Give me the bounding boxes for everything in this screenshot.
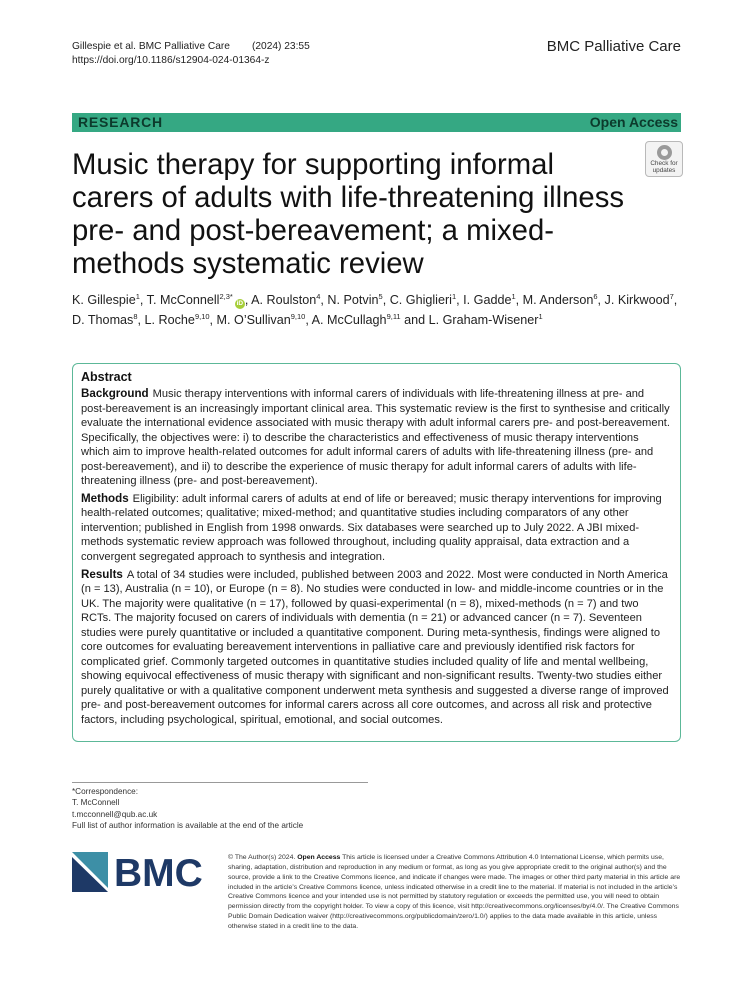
abstract-results — [81, 568, 670, 728]
methods-text: Eligibility: adult informal carers of adults at end of life or bereaved; music therapy interventions for improving health-related outcomes; qualitative; mixed-method; and quantitative studies including comparators of any other intervention; published in English from 1998 onwards. Six databases were searched up to July 2022. A JBI mixed-methods systematic review approach was followed throughout, including quality appraisal, data extraction and a convergent segregated approach to synthesis and integration. — [81, 492, 662, 564]
results-label: Results — [81, 567, 123, 581]
section-banner — [72, 113, 681, 132]
check-for-updates-button[interactable] — [645, 141, 683, 177]
correspondence-block — [72, 786, 303, 831]
abstract-background — [81, 387, 670, 489]
author-name: A. Roulston — [251, 293, 317, 307]
bmc-logo-text: BMC — [114, 852, 203, 892]
author-affiliation: 2,3* — [219, 292, 233, 301]
article-title: Music therapy for supporting informal carers of adults with life-threatening illness pre- and post-bereavement; a mixed-methods systematic review — [72, 148, 625, 280]
journal-name: BMC Palliative Care — [546, 38, 681, 55]
bmc-logo — [72, 852, 212, 892]
doi-link[interactable]: https://doi.org/10.1186/s12904-024-01364-z — [72, 55, 270, 66]
background-text: Music therapy interventions with informal carers of individuals with life-threatening illness at pre- and post-bereavement is an increasingly important clinical area. This systematic review is the first to synthesise and critically evaluate the international evidence associated with music therapy with adult informal carers pre- and post-bereavement. Specifically, the objectives were: i) to describe the characteristics and effectiveness of music therapy interventions which aim to improve health-related outcomes for adult informal carers of adults with life-threatening illness (pre- and post-bereavement), and ii) to describe the experience of music therapy for adult informal carers of adults with life-threatening illness (pre- and post-bereavement). — [81, 388, 670, 488]
author-affiliation: 4 — [316, 292, 321, 301]
author-name: J. Kirkwood — [604, 293, 670, 307]
author-name: D. Thomas — [72, 313, 134, 327]
author-list: K. Gillespie$^1$, T. McConnell$^{2,3*}$iD , A. Roulston$^4$, N. Potvin$^5$, C. Ghiglieri$^1$, I. Gadde$^1$, M. Anderson$^6$, J. Kirkwood$^7$, D. Thomas$^8$, L. Roche$^{9,10}$, M. O’Sullivan$^{9,10}$, A. McCullagh$^{9,11}$ and L. Graham-Wisener$^1$ — [72, 292, 678, 327]
author-info-note: Full list of author information is available at the end of the article — [72, 820, 304, 830]
author-affiliation: 7 — [669, 292, 674, 301]
author-affiliation: 9,10 — [290, 312, 306, 321]
author-affiliation: 1 — [511, 292, 516, 301]
author-affiliation: 9,11 — [386, 312, 401, 321]
footnote-divider — [72, 782, 368, 783]
author-name: M. O’Sullivan — [216, 313, 291, 327]
section-label: RESEARCH — [78, 114, 163, 130]
license-open-access: Open Access — [297, 854, 341, 861]
author-name: A. McCullagh — [311, 313, 387, 327]
author-affiliation: 1 — [135, 292, 140, 301]
author-name: N. Potvin — [327, 293, 379, 307]
author-affiliation: 6 — [593, 292, 598, 301]
volume: (2024) 23:55 — [251, 41, 310, 52]
license-text: This article is licensed under a Creative Commons Attribution 4.0 International License, which permits use, sharing, adaptation, distribution and reproduction in any medium or format, as long as you give appropriate credit to the original author(s) and the source, provide a link to the Creative Commons licence, and indicate if changes were made. The images or other third party material in this article are included in the article’s Creative Commons licence, unless indicated otherwise in a credit line to the material. If material is not included in the article’s Creative Commons licence and your intended use is not permitted by statutory regulation or exceeds the permitted use, you will need to obtain permission directly from the copyright holder. To view a copy of this licence, visit http://creativecommons.org/licenses/by/4.0/. The Creative Commons Public Domain Dedication waiver (http://creativecommons.org/publicdomain/zero/1.0/) applies to the data made available in this article, unless otherwise stated in a credit line to the data. — [228, 854, 681, 930]
open-access-label: Open Access — [589, 114, 678, 130]
abstract-box — [72, 363, 681, 742]
license-copyright: © The Author(s) 2024. — [228, 854, 296, 861]
background-label: Background — [81, 387, 149, 400]
check-updates-icon — [657, 145, 672, 160]
correspondence-label: *Correspondence: — [72, 787, 138, 796]
methods-label: Methods — [81, 491, 129, 505]
results-text: A total of 34 studies were included, published between 2003 and 2022. Most were conducted in North America (n = 13), Australia (n = 10), or Europe (n = 8). No studies were conducted in low- and middle-income countries or in the UK. The majority were qualitative (n = 17), followed by quasi-experimental (n = 8), mixed-methods (n = 7) and two RCTs. The majority focused on carers of individuals with dementia (n = 21) or advanced cancer (n = 7). Seventeen studies were purely quantitative or included a quantitative component. During meta-synthesis, findings were aligned to core outcomes for evaluating bereavement interventions in palliative care and previously identified risk factors for complicated grief. Commonly targeted outcomes in quantitative studies included quality of life and mental wellbeing, showing equivocal effectiveness of music therapy with significant and non-significant results. Twenty-two studies either purely qualitative or with a qualitative component underwent meta synthesis and suggested a diverse range of improved pre- and post-bereavement outcomes for informal carers across all core outcomes, and across all risk and protective factors, including psychological, spiritual, emotional, and social outcomes. — [81, 568, 669, 727]
author-name: K. Gillespie — [72, 293, 136, 307]
correspondence-name: T. McConnell — [72, 798, 120, 808]
author-affiliation: 5 — [378, 292, 383, 301]
author-affiliation: 1 — [538, 312, 543, 321]
author-name: I. Gadde — [463, 293, 512, 307]
check-updates-line2: updates — [652, 166, 676, 174]
author-affiliation: 9,10 — [194, 312, 210, 321]
running-header — [72, 40, 310, 68]
author-name: T. McConnell — [146, 293, 220, 307]
check-updates-line1: Check for — [650, 160, 678, 167]
abstract-heading: Abstract — [81, 370, 132, 384]
abstract-methods — [81, 492, 670, 565]
author-affiliation: 8 — [133, 312, 138, 321]
license-statement — [228, 853, 684, 932]
author-name: M. Anderson — [522, 293, 594, 307]
citation: Gillespie et al. BMC Palliative Care — [72, 41, 230, 52]
author-name: C. Ghiglieri — [389, 293, 452, 307]
author-name: L. Roche — [144, 313, 195, 327]
correspondence-email[interactable]: t.mcconnell@qub.ac.uk — [72, 809, 158, 819]
author-affiliation: 1 — [451, 292, 457, 301]
orcid-icon[interactable]: iD — [236, 300, 244, 307]
author-name: L. Graham-Wisener — [428, 313, 539, 327]
